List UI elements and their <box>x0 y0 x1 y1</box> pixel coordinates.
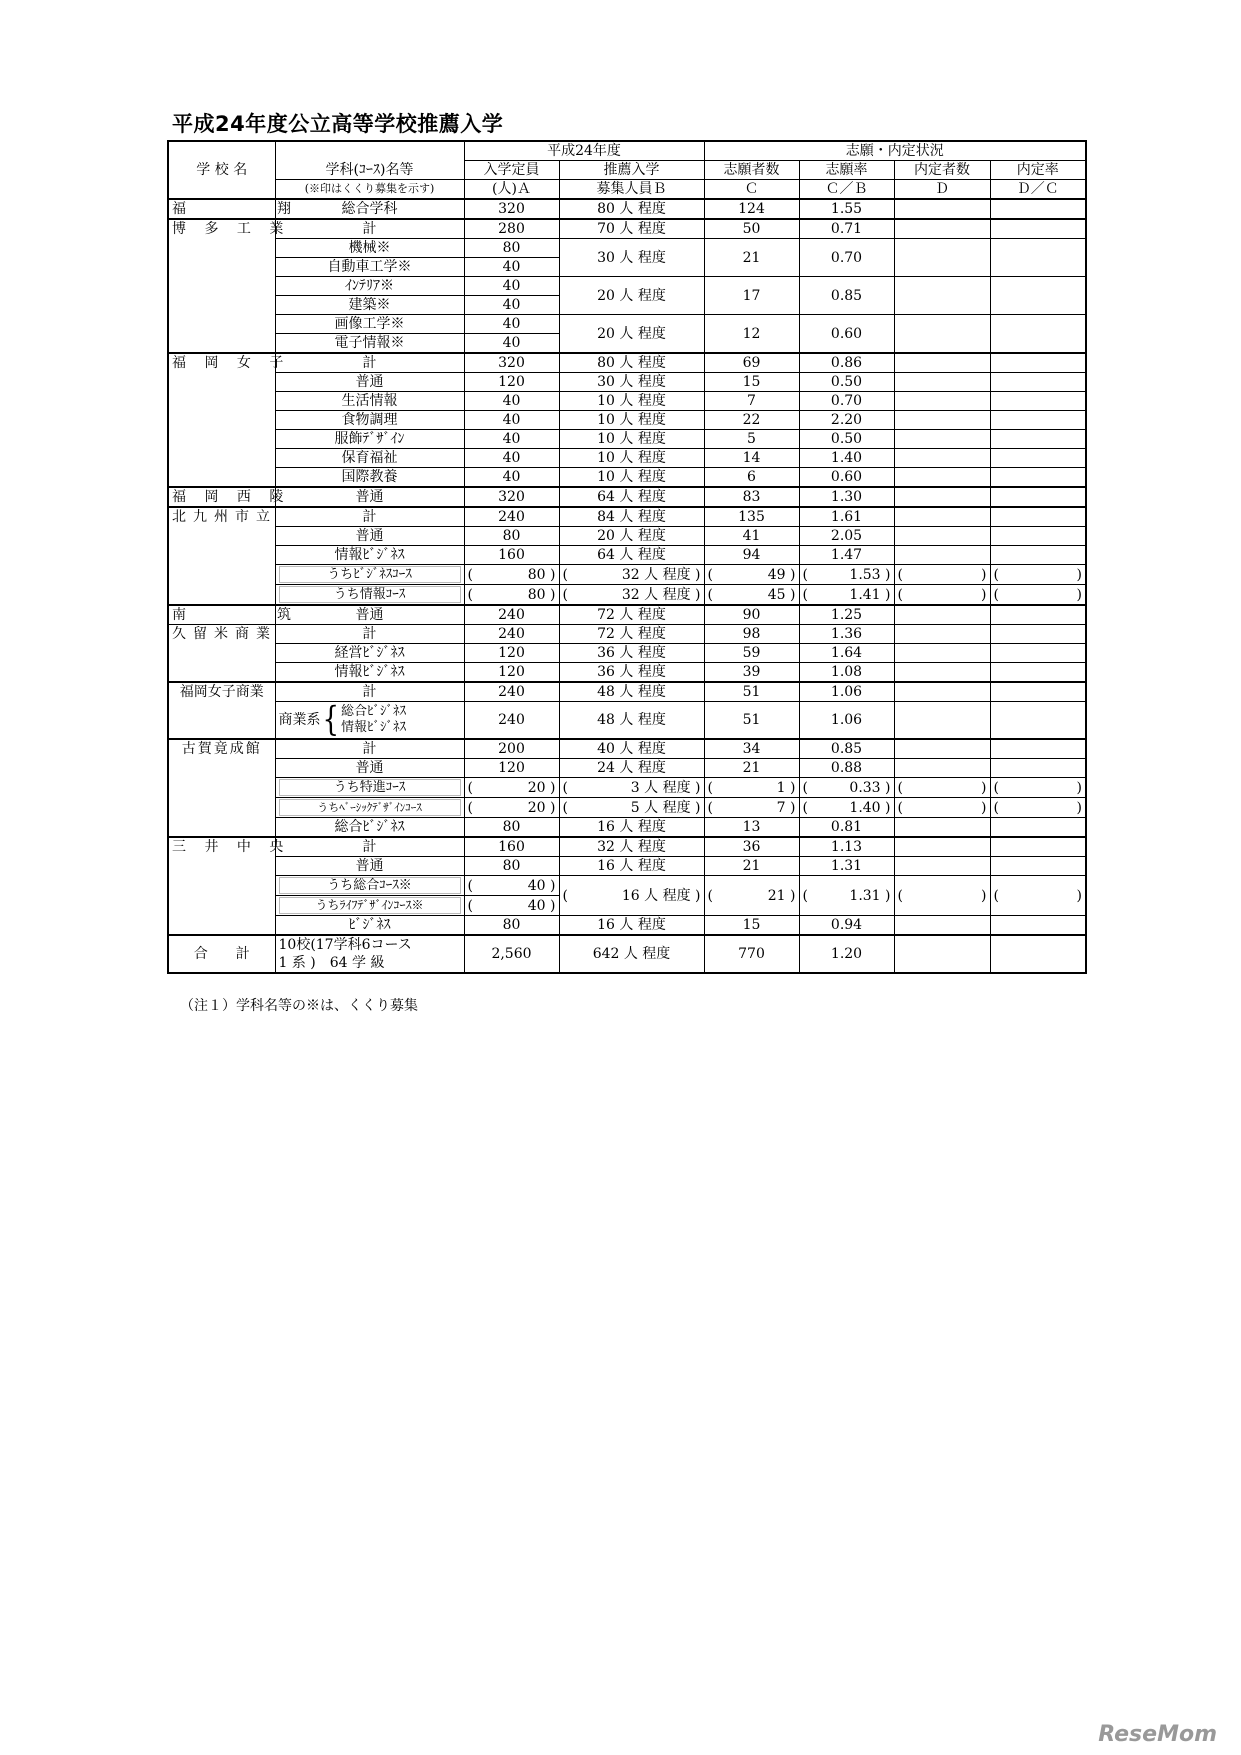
school-name: 福 翔 <box>168 199 275 219</box>
total-label: 合 計 <box>168 935 275 973</box>
school-name: 福 岡 女 子 <box>168 353 275 487</box>
table-row: 画像工学※ 40 20 人 程度 12 0.60 <box>168 315 1086 334</box>
header-recommend: 推薦入学 <box>559 161 704 180</box>
table-row: 食物調理 40 10 人 程度 22 2.20 <box>168 411 1086 430</box>
header-recommend-unit: 募集人員Ｂ <box>559 180 704 200</box>
table-row: 総合ﾋﾞｼﾞﾈｽ 80 16 人 程度 13 0.81 <box>168 818 1086 838</box>
school-name: 南 筑 <box>168 605 275 625</box>
table-row: 北九州市立 計 240 84 人 程度 135 1.61 <box>168 507 1086 527</box>
header-admitted-unit: Ｄ <box>894 180 990 200</box>
header-group-year: 平成24年度 <box>464 141 704 161</box>
table-row: 生活情報 40 10 人 程度 7 0.70 <box>168 392 1086 411</box>
table-row: 普通 80 20 人 程度 41 2.05 <box>168 527 1086 546</box>
table-row: 服飾ﾃﾞｻﾞｲﾝ 40 10 人 程度 5 0.50 <box>168 430 1086 449</box>
header-capacity: 入学定員 <box>464 161 559 180</box>
page-title: 平成24年度公立高等学校推薦入学 <box>172 112 504 136</box>
table-row: うちﾋﾞｼﾞﾈｽｺｰｽ ( 80 ) ( 32 人 程度 ) ( 49 ) ( 1.53 ) ( ) ( ) <box>168 565 1086 585</box>
school-name: 古賀竟成館 <box>168 739 275 837</box>
header-group-status: 志願・内定状況 <box>704 141 1086 161</box>
table-row: 商業系{ 総合ﾋﾞｼﾞﾈｽ 情報ﾋﾞｼﾞﾈｽ 240 48 人 程度 51 1.06 <box>168 702 1086 740</box>
total-row: 合 計 10校(17学科6コース 1 系 ) 64 学 級 2,560 642 人 程度 770 1.20 <box>168 935 1086 973</box>
header-rate-unit: Ｃ／Ｂ <box>799 180 894 200</box>
table-row: 博 多 工 業 計 280 70 人 程度 50 0.71 <box>168 219 1086 239</box>
header-capacity-unit: (人)Ａ <box>464 180 559 200</box>
header-admitted: 内定者数 <box>894 161 990 180</box>
table-row: うち総合ｺｰｽ※ ( 40 ) ( 16 人 程度 ) ( 21 ) ( 1.31 ) ( ) ( ) <box>168 876 1086 896</box>
table-row: 建築※ 40 <box>168 296 1086 315</box>
header-applicants-unit: Ｃ <box>704 180 799 200</box>
header-dept-note: (※印はくくり募集を示す) <box>275 180 464 200</box>
table-row: うちﾍﾞｰｼｯｸﾃﾞｻﾞｲﾝｺｰｽ ( 20 ) ( 5 人 程度 ) ( 7 ) ( 1.40 ) ( ) ( ) <box>168 798 1086 818</box>
table-row: 機械※ 80 30 人 程度 21 0.70 <box>168 239 1086 258</box>
header-school: 学 校 名 <box>168 141 275 199</box>
footnote: （注１）学科名等の※は、くくり募集 <box>180 998 418 1014</box>
table-row: うち特進ｺｰｽ ( 20 ) ( 3 人 程度 ) ( 1 ) ( 0.33 ) ( ) ( ) <box>168 778 1086 798</box>
table-row: 福岡女子商業 計 240 48 人 程度 51 1.06 <box>168 682 1086 702</box>
admissions-table <box>167 140 1087 974</box>
table-row: 普通 120 30 人 程度 15 0.50 <box>168 373 1086 392</box>
table-row: 普通 120 24 人 程度 21 0.88 <box>168 759 1086 778</box>
brace-icon: { <box>322 700 340 740</box>
school-name: 久留米商業 <box>168 625 275 683</box>
table-row: 福 岡 西 陵 普通 320 64 人 程度 83 1.30 <box>168 487 1086 507</box>
header-applicants: 志願者数 <box>704 161 799 180</box>
header-admit-rate: 内定率 <box>990 161 1086 180</box>
table-row: 情報ﾋﾞｼﾞﾈｽ 160 64 人 程度 94 1.47 <box>168 546 1086 565</box>
table-row: 普通 80 16 人 程度 21 1.31 <box>168 857 1086 876</box>
table-row: 自動車工学※ 40 <box>168 258 1086 277</box>
school-name: 三 井 中 央 <box>168 837 275 935</box>
table-row: ﾋﾞｼﾞﾈｽ 80 16 人 程度 15 0.94 <box>168 916 1086 936</box>
table-row: うちﾗｲﾌﾃﾞｻﾞｲﾝｺｰｽ※ ( 40 ) <box>168 896 1086 916</box>
watermark-logo: ReseMom <box>1098 1722 1217 1747</box>
table-row: うち情報ｺｰｽ ( 80 ) ( 32 人 程度 ) ( 45 ) ( 1.41 ) ( ) ( ) <box>168 585 1086 606</box>
school-name: 北九州市立 <box>168 507 275 605</box>
table-row: 福 翔 総合学科 320 80 人 程度 124 1.55 <box>168 199 1086 219</box>
school-name: 福 岡 西 陵 <box>168 487 275 507</box>
table-row: 南 筑 普通 240 72 人 程度 90 1.25 <box>168 605 1086 625</box>
table-row: 久留米商業 計 240 72 人 程度 98 1.36 <box>168 625 1086 644</box>
header-rate: 志願率 <box>799 161 894 180</box>
header-admit-rate-unit: Ｄ／Ｃ <box>990 180 1086 200</box>
table-row: 経営ﾋﾞｼﾞﾈｽ 120 36 人 程度 59 1.64 <box>168 644 1086 663</box>
header-dept: 学科(ｺｰｽ)名等 <box>275 141 464 180</box>
table-row: 三 井 中 央 計 160 32 人 程度 36 1.13 <box>168 837 1086 857</box>
school-name: 博 多 工 業 <box>168 219 275 353</box>
table-row: 電子情報※ 40 <box>168 334 1086 354</box>
table-row: 国際教養 40 10 人 程度 6 0.60 <box>168 468 1086 488</box>
table-row: 保育福祉 40 10 人 程度 14 1.40 <box>168 449 1086 468</box>
table-row: 古賀竟成館 計 200 40 人 程度 34 0.85 <box>168 739 1086 759</box>
table-row: 情報ﾋﾞｼﾞﾈｽ 120 36 人 程度 39 1.08 <box>168 663 1086 683</box>
school-name: 福岡女子商業 <box>168 682 275 739</box>
table-row: ｲﾝﾃﾘｱ※ 40 20 人 程度 17 0.85 <box>168 277 1086 296</box>
table-row: 福 岡 女 子 計 320 80 人 程度 69 0.86 <box>168 353 1086 373</box>
